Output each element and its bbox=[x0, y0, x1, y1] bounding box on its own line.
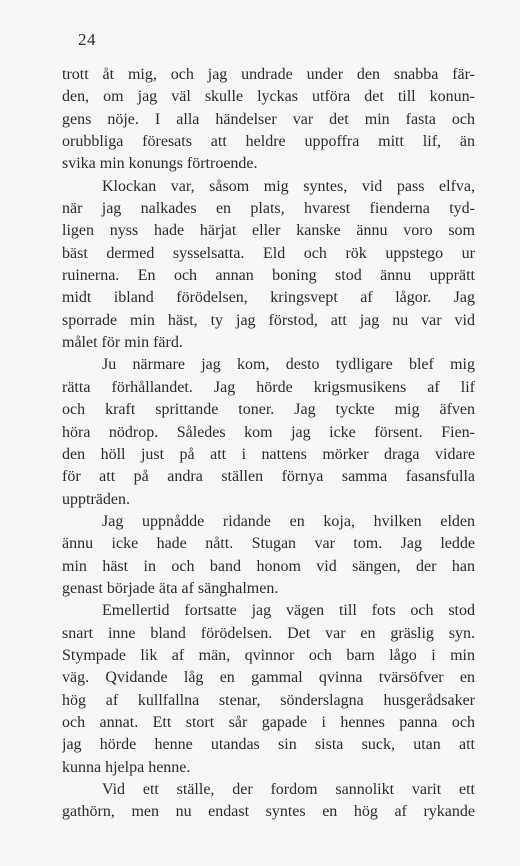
text-line: ligen nyss hade härjat eller kanske ännu voro som bbox=[62, 222, 475, 240]
text-line: den, om jag väl skulle lyckas utföra det till konun- bbox=[62, 88, 475, 106]
text-line: den höll just på att i nattens mörker draga vidare bbox=[62, 445, 475, 463]
text-line: bäst dermed sysselsatta. Eld och rök uppstego ur bbox=[62, 244, 475, 262]
text-line: Klockan var, såsom mig syntes, vid pass elfva, bbox=[102, 177, 475, 195]
text-line: gens nöje. I alla händelser var det min fasta och bbox=[62, 110, 475, 128]
text-line: ruinerna. En och annan boning stod ännu upprätt bbox=[62, 267, 475, 285]
text-line: snart inne bland förödelsen. Det var en gräslig syn. bbox=[62, 624, 475, 642]
paragraph bbox=[62, 176, 475, 355]
text-line: min häst in och band honom vid sängen, der han bbox=[62, 557, 475, 575]
text-line: målet för min färd. bbox=[62, 334, 183, 352]
paragraph bbox=[62, 354, 475, 510]
text-line: och annat. Ett stort sår gapade i hennes panna och bbox=[62, 713, 475, 731]
text-line: sporrade min häst, ty jag förstod, att jag nu var vid bbox=[62, 311, 475, 329]
text-line: genast började äta af sänghalmen. bbox=[62, 579, 279, 597]
text-line: Jag uppnådde ridande en koja, hvilken elden bbox=[102, 512, 475, 530]
text-line: Ju närmare jag kom, desto tydligare blef mig bbox=[102, 356, 475, 374]
text-line: väg. Qvidande låg en gammal qvinna tvärsöfver en bbox=[62, 669, 475, 687]
text-line: gathörn, men nu endast syntes en hög af rykande bbox=[62, 803, 475, 821]
text-line: kunna hjelpa henne. bbox=[62, 758, 191, 776]
text-line: uppträden. bbox=[62, 490, 130, 508]
text-line: Vid ett ställe, der fordom sannolikt varit ett bbox=[102, 781, 475, 798]
text-line: Stympade lik af män, qvinnor och barn lågo i min bbox=[62, 646, 475, 664]
text-line: svika min konungs förtroende. bbox=[62, 155, 258, 173]
text-line: och kraft sprittande toner. Jag tyckte mig äfven bbox=[62, 401, 475, 419]
text-line: trott åt mig, och jag undrade under den snabba fär- bbox=[62, 66, 475, 83]
text-line: när jag nalkades en plats, hvarest fienderna tyd- bbox=[62, 200, 475, 218]
paragraph bbox=[62, 64, 475, 176]
text-line: orubbliga föresats att heldre uppoffra mitt lif, än bbox=[62, 133, 475, 151]
text-body bbox=[62, 64, 475, 824]
text-line: rätta förhållandet. Jag hörde krigsmusikens af lif bbox=[62, 378, 475, 396]
text-line: hög af kullfallna stenar, sönderslagna husgerådsaker bbox=[62, 691, 475, 709]
text-line: ännu icke hade nått. Stugan var tom. Jag ledde bbox=[62, 535, 475, 553]
paragraph bbox=[62, 779, 475, 824]
paragraph bbox=[62, 511, 475, 600]
text-line: jag hörde henne utandas sin sista suck, utan att bbox=[62, 736, 475, 754]
text-line: Emellertid fortsatte jag vägen till fots och stod bbox=[102, 602, 475, 620]
page-number: 24 bbox=[78, 30, 96, 49]
paragraph bbox=[62, 600, 475, 779]
text-line: midt ibland förödelsen, kringsvept af lågor. Jag bbox=[62, 289, 475, 307]
text-line: för att på andra ställen förnya samma fasansfulla bbox=[62, 468, 475, 486]
text-line: höra nödrop. Således kom jag icke försent. Fien- bbox=[62, 423, 475, 441]
